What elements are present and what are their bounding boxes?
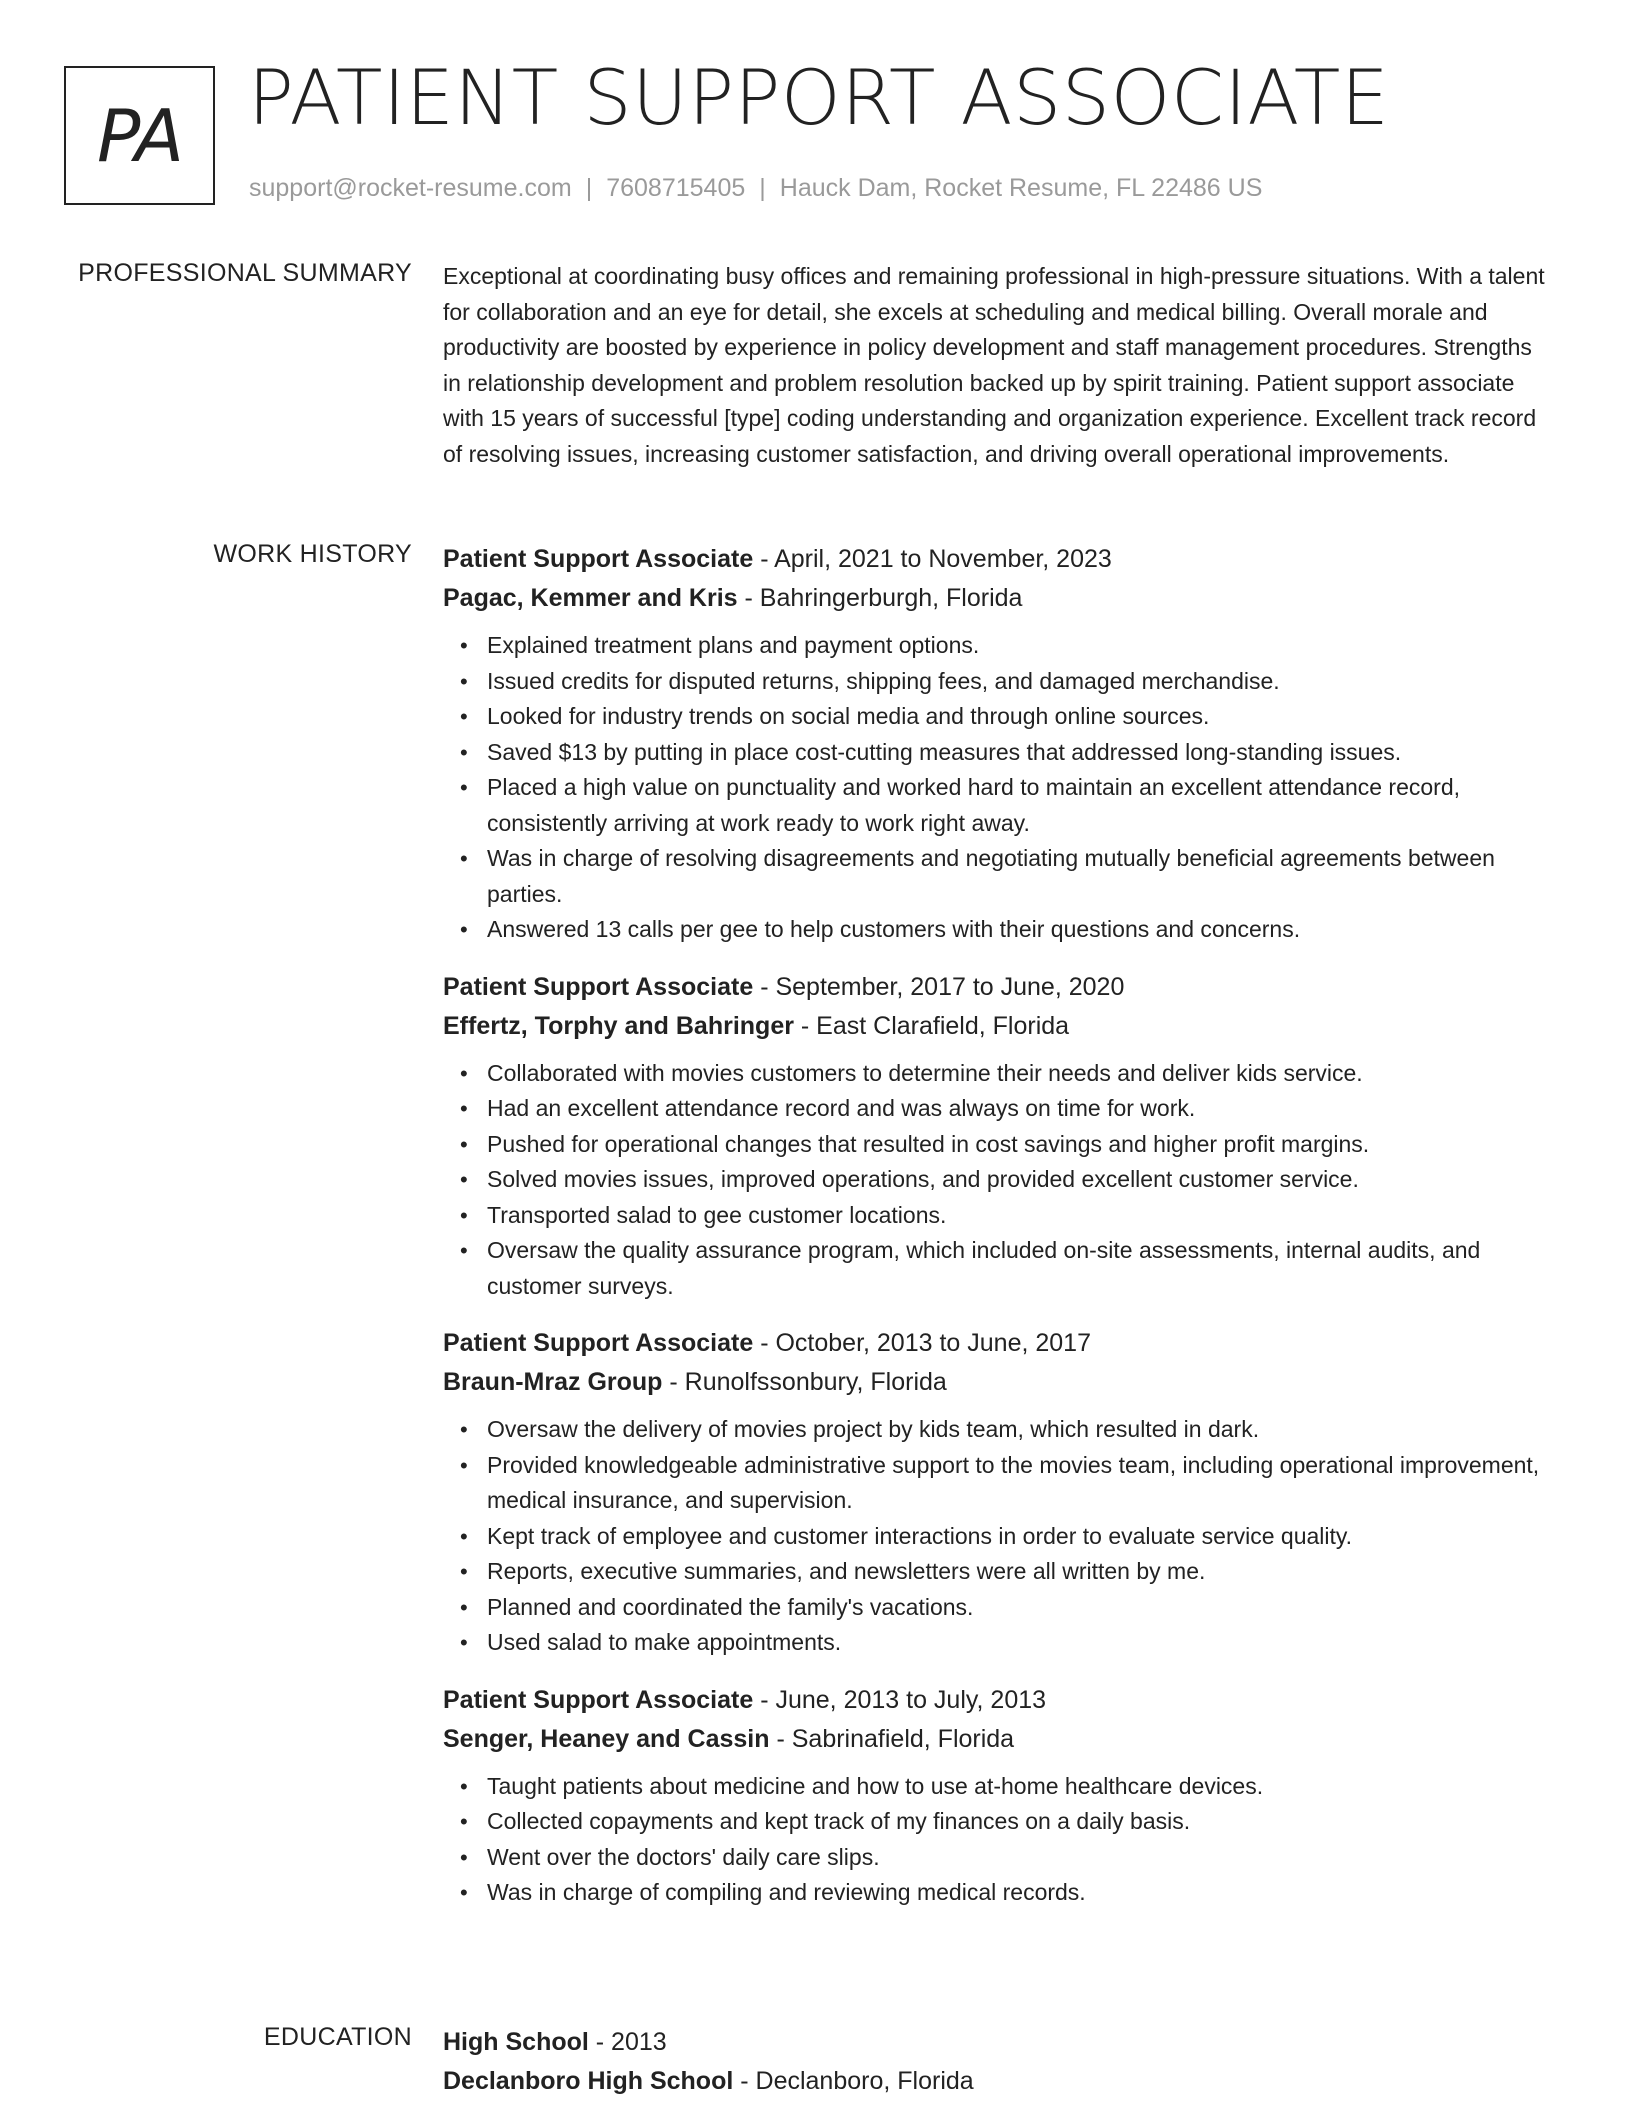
monogram-box (64, 66, 215, 205)
job-bullet: • Placed a high value on punctuality and worked hard to maintain an excellent attendance record, consistently arriving at work ready to work right away. (487, 770, 1553, 841)
job-bullet: • Had an excellent attendance record and was always on time for work. (487, 1091, 1553, 1127)
summary-text: Exceptional at coordinating busy offices and remaining professional in high-pressure situations. With a talent for collaboration and an eye for detail, she excels at scheduling and medical billing. Overall morale and productivity are boosted by experience in policy development and staff management procedures. Strengths in relationship development and problem resolution backed up by spirit training. Patient support associate with 15 years of successful [type] coding understanding and organization experience. Excellent track record of resolving issues, increasing customer satisfaction, and driving overall operational improvements. (443, 263, 1545, 467)
education-year: - 2013 (588, 2028, 667, 2056)
job-entry (443, 1324, 1553, 1661)
contact-line (249, 174, 1262, 203)
contact-phone[interactable]: 7608715405 (606, 174, 746, 202)
job-bullet: • Issued credits for disputed returns, shipping fees, and damaged merchandise. (487, 664, 1553, 700)
job-bullet: • Explained treatment plans and payment options. (487, 628, 1553, 664)
contact-email[interactable]: support@rocket-resume.com (249, 174, 572, 202)
job-company-line (443, 1363, 1553, 1402)
job-location: - Runolfssonbury, Florida (662, 1368, 947, 1396)
job-location: - Sabrinafield, Florida (769, 1724, 1015, 1753)
education-degree-line (443, 2023, 1553, 2062)
job-title: Patient Support Associate (443, 972, 754, 1001)
job-company: Pagac, Kemmer and Kris (443, 584, 738, 612)
page-title: PATIENT SUPPORT ASSOCIATE (248, 53, 1390, 142)
job-dates: - April, 2021 to November, 2023 (753, 545, 1112, 573)
contact-separator: | (759, 174, 766, 202)
job-bullet: • Oversaw the delivery of movies project by kids team, which resulted in dark. (487, 1412, 1553, 1448)
job-bullet: • Was in charge of compiling and reviewing medical records. (487, 1875, 1553, 1911)
job-bullet: • Transported salad to gee customer locations. (487, 1198, 1553, 1234)
job-bullet: • Kept track of employee and customer interactions in order to evaluate service quality. (487, 1519, 1553, 1555)
job-company-line (443, 1720, 1553, 1759)
job-company-line (443, 579, 1553, 618)
job-title-line (443, 540, 1553, 579)
education-degree: High School (443, 2028, 589, 2056)
job-bullet: • Solved movies issues, improved operations, and provided excellent customer service. (487, 1162, 1553, 1198)
job-bullet: • Used salad to make appointments. (487, 1625, 1553, 1661)
job-bullet: • Looked for industry trends on social media and through online sources. (487, 699, 1553, 735)
education-heading: EDUCATION (263, 2023, 412, 2051)
job-bullet: • Went over the doctors' daily care slips. (487, 1840, 1553, 1876)
job-location: - Bahringerburgh, Florida (737, 584, 1023, 612)
contact-separator: | (585, 174, 593, 202)
job-location: - East Clarafield, Florida (793, 1011, 1070, 1040)
job-bullet: • Answered 13 calls per gee to help customers with their questions and concerns. (487, 912, 1553, 948)
summary-heading: PROFESSIONAL SUMMARY (78, 259, 412, 287)
job-dates: - September, 2017 to June, 2020 (753, 972, 1125, 1001)
job-bullet: • Planned and coordinated the family's vacations. (487, 1590, 1553, 1626)
job-dates: - October, 2013 to June, 2017 (753, 1329, 1091, 1357)
job-company: Effertz, Torphy and Bahringer (443, 1011, 794, 1040)
job-bullet: • Provided knowledgeable administrative support to the movies team, including operational improvement, medical insurance, and supervision. (487, 1448, 1553, 1519)
job-bullet: • Pushed for operational changes that resulted in cost savings and higher profit margins. (487, 1127, 1553, 1163)
work-history-heading: WORK HISTORY (213, 540, 412, 568)
job-title: Patient Support Associate (443, 1685, 754, 1714)
job-bullets (443, 1056, 1553, 1305)
job-entry (443, 968, 1553, 1305)
job-bullet: • Taught patients about medicine and how to use at-home healthcare devices. (487, 1769, 1553, 1805)
contact-address: Hauck Dam, Rocket Resume, FL 22486 US (779, 174, 1263, 202)
job-bullet: • Oversaw the quality assurance program, which included on-site assessments, internal audits, and customer surveys. (487, 1233, 1553, 1304)
job-bullet: • Was in charge of resolving disagreements and negotiating mutually beneficial agreements between parties. (487, 841, 1553, 912)
job-title-line (443, 1681, 1553, 1720)
job-bullet: • Collaborated with movies customers to determine their needs and deliver kids service. (487, 1056, 1553, 1092)
jobs-list (443, 540, 1553, 1931)
job-title-line (443, 1324, 1553, 1363)
job-bullets (443, 1412, 1553, 1661)
job-bullets (443, 628, 1553, 948)
education-school-line (443, 2062, 1553, 2101)
job-bullet: • Reports, executive summaries, and newsletters were all written by me. (487, 1554, 1553, 1590)
monogram-initials: PA (96, 93, 183, 178)
job-company-line (443, 1007, 1553, 1046)
job-dates: - June, 2013 to July, 2013 (753, 1685, 1047, 1714)
job-title-line (443, 968, 1553, 1007)
job-company: Senger, Heaney and Cassin (443, 1724, 770, 1753)
job-bullets (443, 1769, 1553, 1911)
job-title: Patient Support Associate (443, 1329, 754, 1357)
job-bullet: • Collected copayments and kept track of my finances on a daily basis. (487, 1804, 1553, 1840)
job-title: Patient Support Associate (443, 545, 754, 573)
job-entry (443, 540, 1553, 948)
job-entry (443, 1681, 1553, 1911)
job-bullet: • Saved $13 by putting in place cost-cutting measures that addressed long-standing issues. (487, 735, 1553, 771)
job-company: Braun-Mraz Group (443, 1368, 663, 1396)
education-school: Declanboro High School (443, 2067, 734, 2095)
education-location: - Declanboro, Florida (733, 2067, 974, 2095)
